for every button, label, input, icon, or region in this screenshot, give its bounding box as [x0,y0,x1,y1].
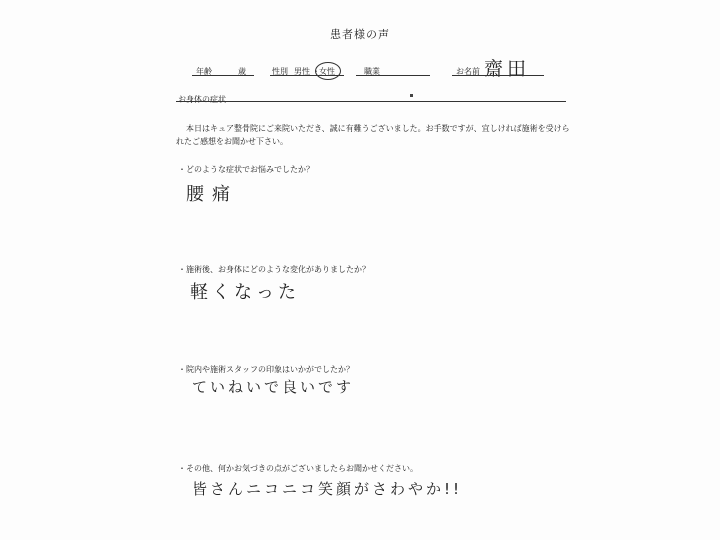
name-label: お名前 [456,67,480,76]
gender-separator: ・ [312,67,320,76]
answer-4-handwritten: 皆さんニコニコ笑顔がさわやか!! [192,480,463,498]
section-divider [176,101,566,102]
question-3: ・院内や施術スタッフの印象はいかがでしたか？ [178,365,354,374]
patient-info-row [188,58,568,80]
age-label: 年齢 [196,67,212,76]
form-title: 患者様の声 [330,28,390,41]
intro-paragraph: 本日はキュア整骨院にご来院いただき、誠に有難うございました。お手数ですが、宜しければ施術を受けられたご感想をお聞かせ下さい。 [176,124,570,146]
job-label: 職業 [364,67,380,76]
answer-3-handwritten: ていねいで良いです [192,378,355,396]
question-4: ・その他、何かお気づきの点がございましたらお聞かせください。 [178,464,418,473]
age-unit: 歳 [238,67,246,76]
name-underline [452,75,544,76]
job-underline [356,75,430,76]
gender-female: 女性 [319,67,335,76]
gender-underline [270,75,344,76]
female-circle-mark [315,62,341,80]
answer-2-handwritten: 軽くなった [190,282,300,303]
section-title: お身体の症状 [178,95,226,104]
name-handwritten: 齋田 [484,58,531,80]
answer-1-handwritten: 腰痛 [186,184,238,205]
gender-male: 男性 [294,67,310,76]
gender-label: 性別 [272,67,288,76]
scan-dot-mark [410,94,413,97]
question-1: ・どのような症状でお悩みでしたか？ [178,165,314,174]
question-2: ・施術後、お身体にどのような変化がありましたか？ [178,265,370,274]
